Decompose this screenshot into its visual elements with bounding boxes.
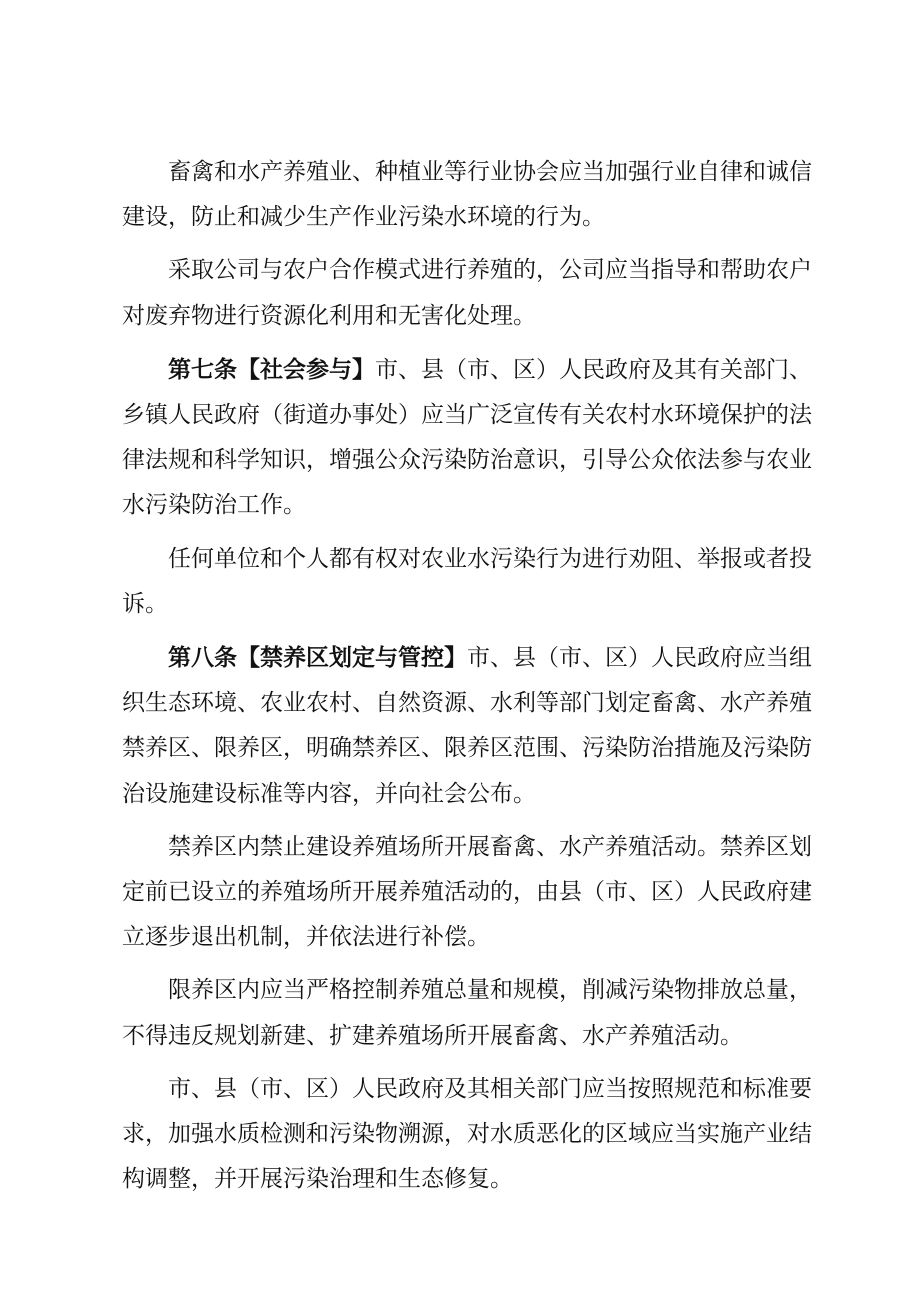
paragraph-restricted-zone [122,968,812,1058]
paragraph-prohibited-zone [122,825,812,961]
paragraph-text: 市、县（市、区）人民政府及其相关部门应当按照规范和标准要求，加强水质检测和污染物溯源，对水质恶化的区域应当实施产业结构调整，并开展污染治理和生态修复。 [122,1075,812,1193]
paragraph-water-quality-monitoring [122,1067,812,1203]
article-number: 第七条 [168,355,237,383]
document-body [122,150,812,1210]
paragraph-text: 畜禽和水产养殖业、种植业等行业协会应当加强行业自律和诚信建设，防止和减少生产作业污染水环境的行为。 [122,159,812,231]
paragraph-company-farmer-cooperation [122,248,812,338]
article-title: 【禁养区划定与管控】 [237,644,467,672]
paragraph-text: 限养区内应当严格控制养殖总量和规模，削减污染物排放总量，不得违反规划新建、扩建养殖场所开展畜禽、水产养殖活动。 [122,977,812,1049]
article-title: 【社会参与】 [237,355,375,383]
paragraph-text: 禁养区内禁止建设养殖场所开展畜禽、水产养殖活动。禁养区划定前已设立的养殖场所开展养殖活动的，由县（市、区）人民政府建立逐步退出机制，并依法进行补偿。 [122,833,812,951]
article-number: 第八条 [168,644,237,672]
article-8-paragraph [122,635,812,817]
paragraph-industry-associations [122,150,812,240]
article-7-paragraph [122,347,812,529]
paragraph-text: 任何单位和个人都有权对农业水污染行为进行劝阻、举报或者投诉。 [122,545,812,617]
paragraph-public-reporting [122,537,812,627]
paragraph-text: 市、县（市、区）人民政府及其有关部门、乡镇人民政府（街道办事处）应当广泛宣传有关农村水环境保护的法律法规和科学知识，增强公众污染防治意识，引导公众依法参与农业水污染防治工作。 [122,356,812,519]
paragraph-text: 市、县（市、区）人民政府应当组织生态环境、农业农村、自然资源、水利等部门划定畜禽、水产养殖禁养区、限养区，明确禁养区、限养区范围、污染防治措施及污染防治设施建设标准等内容，并向社会公布。 [122,645,812,807]
paragraph-text: 采取公司与农户合作模式进行养殖的，公司应当指导和帮助农户对废弃物进行资源化利用和无害化处理。 [122,257,812,329]
